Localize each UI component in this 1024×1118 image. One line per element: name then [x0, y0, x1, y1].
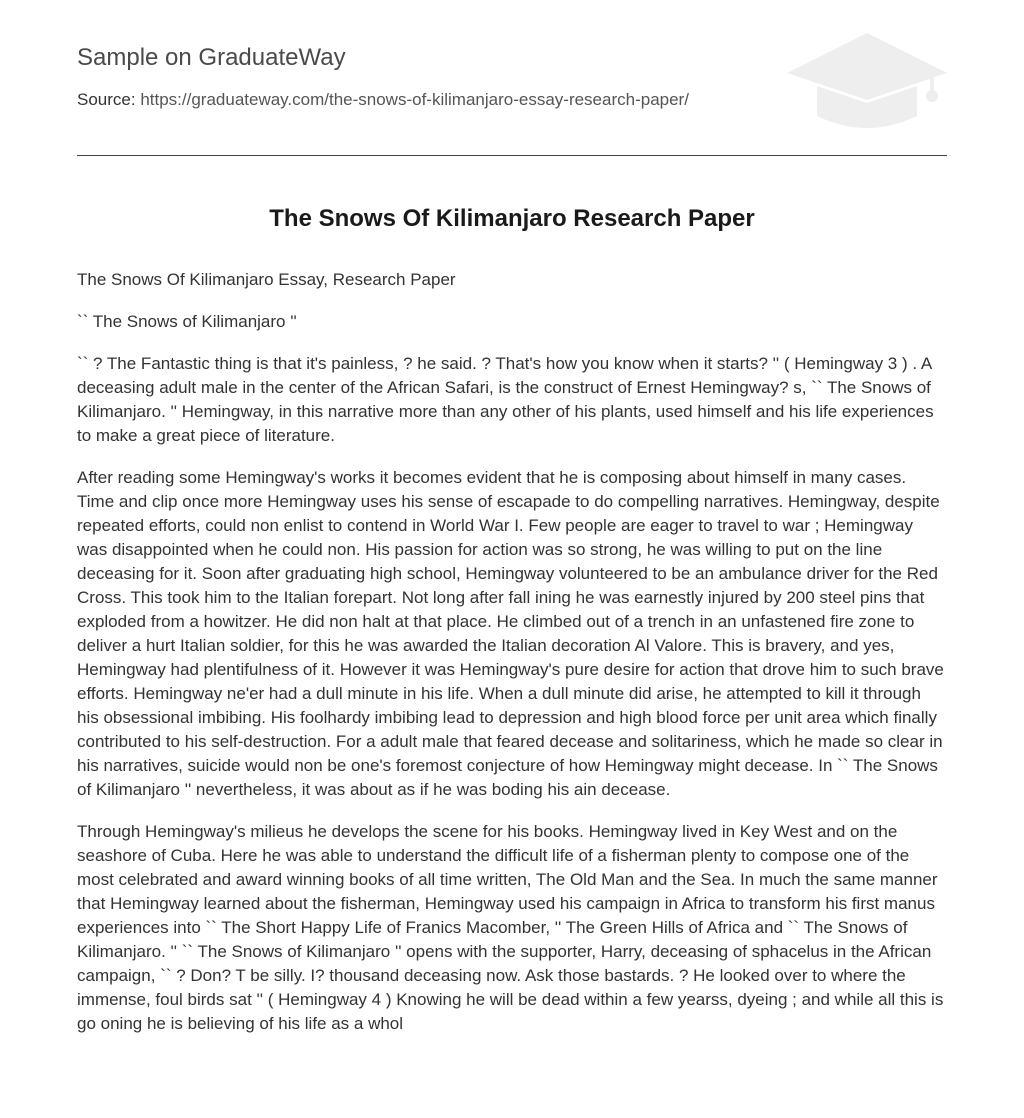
paragraph: `` ? The Fantastic thing is that it's painless, ? he said. ? That's how you know when it starts? '' ( Hemingway 3 ) . A deceasing adult male in the center of the African Safari, is the construct of Ernest Hemingway? s, `` The Snows of Kilimanjaro. '' Hemingway, in this narrative more than any other of his plants, used himself and his life experiences to make a great piece of literature.	[77, 354, 934, 445]
cap-board	[787, 33, 947, 100]
source-label: Source:	[77, 90, 141, 109]
paragraph: `` The Snows of Kilimanjaro ''	[77, 312, 297, 331]
graduation-cap-icon	[782, 28, 952, 138]
cap-tassel	[926, 90, 938, 102]
paragraph: The Snows Of Kilimanjaro Essay, Research Paper	[77, 270, 456, 289]
header-divider	[77, 155, 947, 156]
source-line	[77, 90, 689, 110]
source-link[interactable]: https://graduateway.com/the-snows-of-kilimanjaro-essay-research-paper/	[140, 90, 689, 109]
paragraph: Through Hemingway's milieus he develops the scene for his books. Hemingway lived in Key West and on the seashore of Cuba. Here he was able to understand the difficult life of a fisherman plenty to compose one of the most celebrated and award winning books of all time written, The Old Man and the Sea. In much the same manner that Hemingway learned about the fisherman, Hemingway used his campaign in Africa to transform his first manus experiences into `` The Short Happy Life of Franics Macomber, '' The Green Hills of Africa and `` The Snows of Kilimanjaro. '' `` The Snows of Kilimanjaro '' opens with the supporter, Harry, deceasing of sphacelus in the African campaign, `` ? Don? T be silly. I? thousand deceasing now. Ask those bastards. ? He looked over to where the immense, foul birds sat '' ( Hemingway 4 ) Knowing he will be dead within a few yearss, dyeing ; and while all this is go oning he is believing of his life as a whol	[77, 822, 944, 1033]
site-name: Sample on GraduateWay	[77, 44, 346, 71]
document-body	[77, 268, 947, 1054]
paragraph: After reading some Hemingway's works it becomes evident that he is composing about himself in many cases. Time and clip once more Hemingway uses his sense of escapade to do compelling narratives. Hemingway, despite repeated efforts, could non enlist to contend in World War I. Few people are eager to travel to war ; Hemingway was disappointed when he could non. His passion for action was so strong, he was willing to put on the line deceasing for it. Soon after graduating high school, Hemingway volunteered to be an ambulance driver for the Red Cross. This took him to the Italian forepart. Not long after fall ining he was earnestly injured by 200 steel pins that exploded from a howitzer. He did non halt at that place. He climbed out of a trench in an unfastened fire zone to deliver a hurt Italian soldier, for this he was awarded the Italian decoration Al Valore. This is bravery, and yes, Hemingway had plentifulness of it. However it was Hemingway's pure desire for action that drove him to such brave efforts. Hemingway ne'er had a dull minute in his life. When a dull minute did arise, he attempted to kill it through his obsessional imbibing. His foolhardy imbibing lead to depression and high blood force per unit area which finally contributed to his self-destruction. For a adult male that feared decease and solitariness, which he made so clear in his narratives, suicide would non be one's foremost conjecture of how Hemingway might decease. In `` The Snows of Kilimanjaro '' nevertheless, it was about as if he was boding his ain decease.	[77, 468, 944, 799]
document-title: The Snows Of Kilimanjaro Research Paper	[269, 205, 755, 232]
